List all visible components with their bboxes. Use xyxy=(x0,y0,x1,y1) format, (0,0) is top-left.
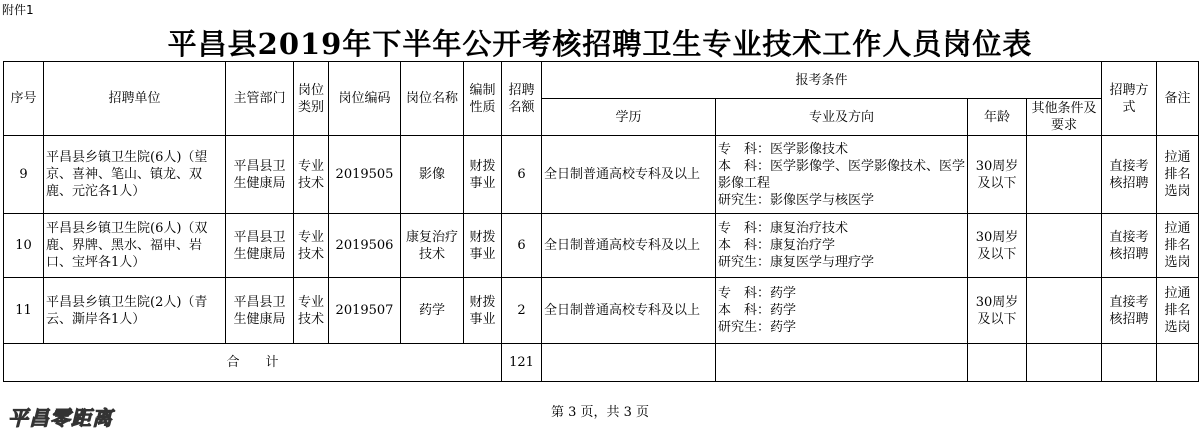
header-seq: 序号 xyxy=(4,62,44,136)
cell-quota: 2 xyxy=(502,278,542,344)
cell-major xyxy=(716,136,968,214)
page-number: 第 3 页，共 3 页 xyxy=(550,405,650,420)
cell-unit: 平昌县乡镇卫生院(6人)（双鹿、界牌、黑水、福申、岩口、宝坪各1人） xyxy=(44,214,226,278)
cell-other xyxy=(1027,214,1102,278)
cell-seq: 10 xyxy=(4,214,44,278)
positions-table xyxy=(3,61,1199,382)
table-row xyxy=(4,278,1199,344)
cell-code: 2019506 xyxy=(329,214,401,278)
header-major: 专业及方向 xyxy=(716,99,968,136)
header-age: 年龄 xyxy=(968,99,1027,136)
cell-nature: 财拨事业 xyxy=(464,136,502,214)
cell-category: 专业技术 xyxy=(294,136,329,214)
cell-nature: 财拨事业 xyxy=(464,214,502,278)
total-label: 合 计 xyxy=(4,344,502,382)
major-line: 本 科：康复治疗学 xyxy=(718,238,836,253)
cell-remarks: 拉通排名选岗 xyxy=(1157,214,1199,278)
cell-unit: 平昌县乡镇卫生院(2人)（青云、澌岸各1人） xyxy=(44,278,226,344)
cell-post-name: 影像 xyxy=(401,136,464,214)
cell-age: 30周岁及以下 xyxy=(968,278,1027,344)
major-line: 专 科：药学 xyxy=(718,286,797,301)
cell-education: 全日制普通高校专科及以上 xyxy=(542,278,716,344)
cell-unit: 平昌县乡镇卫生院(6人)（望京、喜神、笔山、镇龙、双鹿、元沱各1人） xyxy=(44,136,226,214)
header-education: 学历 xyxy=(542,99,716,136)
cell-category: 专业技术 xyxy=(294,214,329,278)
cell-dept: 平昌县卫生健康局 xyxy=(226,136,294,214)
header-code: 岗位编码 xyxy=(329,62,401,136)
total-value: 121 xyxy=(502,344,542,382)
cell-category: 专业技术 xyxy=(294,278,329,344)
cell-quota: 6 xyxy=(502,214,542,278)
table-row xyxy=(4,214,1199,278)
cell-code: 2019507 xyxy=(329,278,401,344)
cell-other xyxy=(1027,278,1102,344)
cell-age: 30周岁及以下 xyxy=(968,136,1027,214)
cell-age: 30周岁及以下 xyxy=(968,214,1027,278)
cell-dept: 平昌县卫生健康局 xyxy=(226,214,294,278)
major-line: 本 科：药学 xyxy=(718,303,797,318)
header-quota: 招聘名额 xyxy=(502,62,542,136)
header-nature: 编制性质 xyxy=(464,62,502,136)
major-line: 研究生：康复医学与理疗学 xyxy=(718,255,875,270)
major-line: 专 科：康复治疗技术 xyxy=(718,221,849,236)
header-method: 招聘方式 xyxy=(1102,62,1157,136)
header-dept: 主管部门 xyxy=(226,62,294,136)
cell-major xyxy=(716,214,968,278)
cell-post-name: 药学 xyxy=(401,278,464,344)
cell-remarks: 拉通排名选岗 xyxy=(1157,278,1199,344)
cell-quota: 6 xyxy=(502,136,542,214)
header-unit: 招聘单位 xyxy=(44,62,226,136)
header-conditions: 报考条件 xyxy=(542,62,1102,99)
cell-dept: 平昌县卫生健康局 xyxy=(226,278,294,344)
header-remarks: 备注 xyxy=(1157,62,1199,136)
cell-method: 直接考核招聘 xyxy=(1102,136,1157,214)
cell-seq: 11 xyxy=(4,278,44,344)
watermark-logo: 平昌零距离 xyxy=(8,406,113,430)
cell-seq: 9 xyxy=(4,136,44,214)
cell-nature: 财拨事业 xyxy=(464,278,502,344)
attachment-label: 附件1 xyxy=(2,3,34,17)
page-title: 平昌县2019年下半年公开考核招聘卫生专业技术工作人员岗位表 xyxy=(167,27,1033,61)
header-other: 其他条件及要求 xyxy=(1027,99,1102,136)
major-line: 研究生：影像医学与核医学 xyxy=(718,192,875,208)
cell-education: 全日制普通高校专科及以上 xyxy=(542,136,716,214)
cell-method: 直接考核招聘 xyxy=(1102,214,1157,278)
cell-education: 全日制普通高校专科及以上 xyxy=(542,214,716,278)
header-post-name: 岗位名称 xyxy=(401,62,464,136)
cell-major xyxy=(716,278,968,344)
major-line: 专 科：医学影像技术 xyxy=(718,141,849,157)
cell-remarks: 拉通排名选岗 xyxy=(1157,136,1199,214)
cell-other xyxy=(1027,136,1102,214)
major-line: 本 科：医学影像学、医学影像技术、医学影像工程 xyxy=(718,158,966,191)
header-category: 岗位类别 xyxy=(294,62,329,136)
cell-post-name: 康复治疗技术 xyxy=(401,214,464,278)
total-row xyxy=(4,344,1199,382)
table-row xyxy=(4,136,1199,214)
cell-method: 直接考核招聘 xyxy=(1102,278,1157,344)
cell-code: 2019505 xyxy=(329,136,401,214)
major-line: 研究生：药学 xyxy=(718,320,797,335)
